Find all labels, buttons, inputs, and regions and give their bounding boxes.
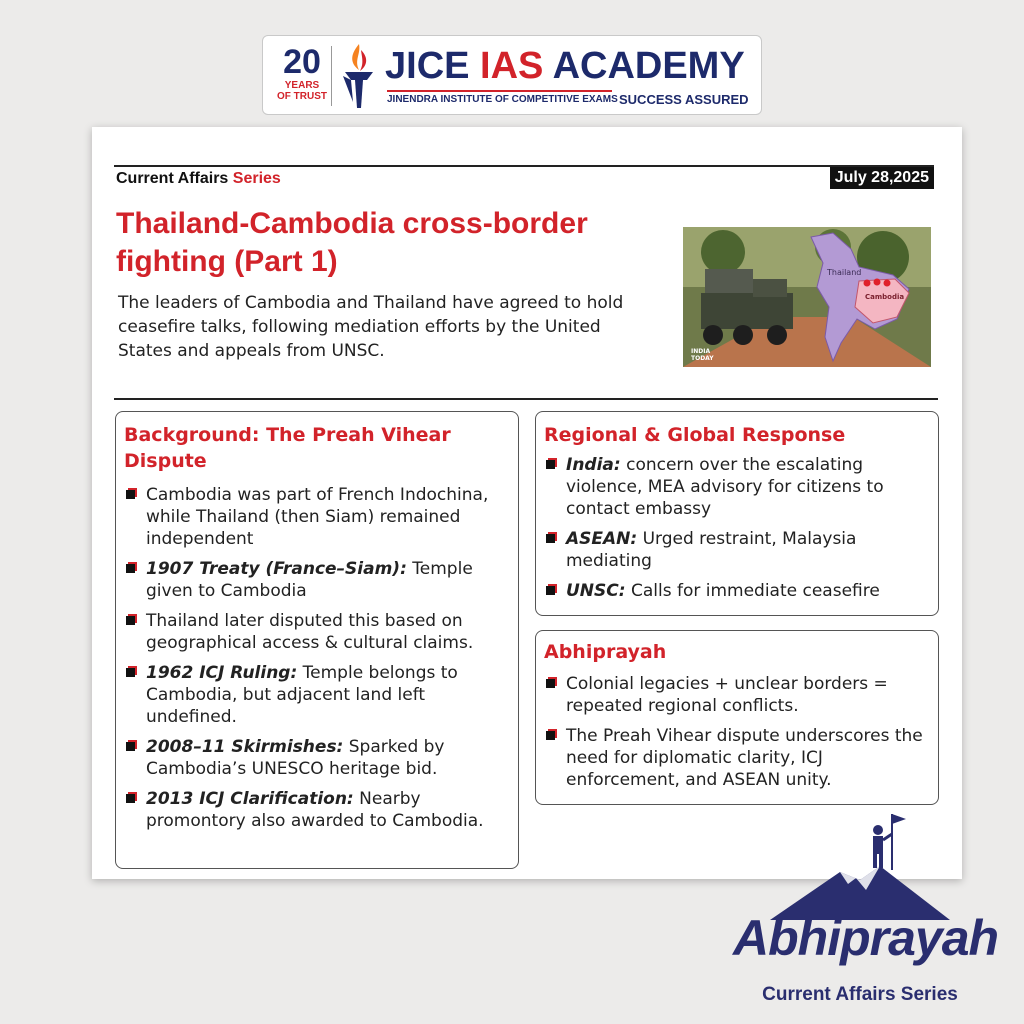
abhiprayah-list bbox=[544, 673, 930, 791]
rocket-launcher-map-image bbox=[683, 227, 931, 367]
footer-series-label: Current Affairs Series bbox=[762, 984, 958, 1005]
list-item bbox=[124, 484, 510, 550]
item-text: Colonial legacies + unclear borders = repeated regional conflicts. bbox=[566, 674, 888, 716]
bullet-icon bbox=[546, 586, 555, 595]
date-badge: July 28,2025 bbox=[830, 167, 934, 189]
bullet-icon bbox=[546, 534, 555, 543]
brand-academy: ACADEMY bbox=[552, 45, 745, 87]
watermark-line-1: INDIA bbox=[691, 348, 711, 355]
article-intro: The leaders of Cambodia and Thailand have agreed to hold ceasefire talks, following mediation efforts by the United States and appeals from UNSC. bbox=[118, 293, 624, 361]
abhiprayah-box bbox=[535, 630, 939, 805]
item-text: Sparked by Cambodia’s UNESCO heritage bid. bbox=[146, 737, 445, 779]
years-of-trust-badge bbox=[273, 44, 331, 102]
brand-ias: IAS bbox=[480, 45, 544, 87]
list-item bbox=[124, 610, 510, 654]
item-text: concern over the escalating violence, MEA advisory for citizens to contact embassy bbox=[566, 455, 884, 519]
abhiprayah-heading: Abhiprayah bbox=[544, 641, 667, 663]
item-text: The Preah Vihear dispute underscores the need for diplomatic clarity, ICJ enforcement, and ASEAN unity. bbox=[566, 726, 923, 790]
list-item bbox=[124, 558, 510, 602]
bullet-icon bbox=[546, 731, 555, 740]
item-bold-label: 2008–11 Skirmishes: bbox=[146, 737, 344, 757]
bullet-icon bbox=[546, 460, 555, 469]
item-bold-label: ASEAN: bbox=[566, 529, 638, 549]
brand-jice: JICE bbox=[385, 45, 470, 87]
background-list bbox=[124, 484, 510, 832]
item-bold-label: 1962 ICJ Ruling: bbox=[146, 663, 298, 683]
item-text: Temple belongs to Cambodia, but adjacent land left undefined. bbox=[146, 663, 458, 727]
subtitle-rule bbox=[387, 90, 612, 92]
mountain-climber-icon bbox=[730, 810, 990, 920]
item-text: Nearby promontory also awarded to Cambodia. bbox=[146, 789, 484, 831]
series-label bbox=[116, 170, 281, 188]
list-item bbox=[124, 736, 510, 780]
item-bold-label: India: bbox=[566, 455, 621, 475]
item-text: Temple given to Cambodia bbox=[146, 559, 473, 601]
article-card bbox=[92, 127, 962, 879]
background-box bbox=[115, 411, 519, 869]
item-bold-label: 1907 Treaty (France–Siam): bbox=[146, 559, 407, 579]
institute-subtitle: JINENDRA INSTITUTE OF COMPETITIVE EXAMS bbox=[387, 94, 618, 105]
map-label-thailand: Thailand bbox=[827, 268, 862, 277]
bullet-icon bbox=[126, 668, 135, 677]
abhiprayah-logo-text: Abhiprayah bbox=[733, 910, 999, 966]
list-item bbox=[544, 528, 930, 572]
bullet-icon bbox=[126, 490, 135, 499]
list-item bbox=[544, 673, 930, 717]
list-item bbox=[544, 725, 930, 791]
item-bold-label: UNSC: bbox=[566, 581, 626, 601]
years-number: 20 bbox=[283, 43, 321, 81]
response-list bbox=[544, 454, 930, 602]
series-bar bbox=[114, 165, 934, 187]
item-text: Thailand later disputed this based on geographical access & cultural claims. bbox=[146, 611, 474, 653]
of-trust-label: OF TRUST bbox=[277, 91, 327, 102]
bullet-icon bbox=[126, 564, 135, 573]
list-item bbox=[544, 580, 930, 602]
item-text: Calls for immediate ceasefire bbox=[625, 581, 880, 601]
response-box bbox=[535, 411, 939, 616]
item-text: Urged restraint, Malaysia mediating bbox=[566, 529, 857, 571]
article-title: Thailand-Cambodia cross-border fighting (Part 1) bbox=[116, 207, 588, 278]
academy-logo-banner bbox=[262, 35, 762, 115]
news-photo bbox=[683, 227, 931, 367]
series-label-main: Current Affairs bbox=[116, 170, 229, 187]
bullet-icon bbox=[126, 794, 135, 803]
bullet-icon bbox=[546, 679, 555, 688]
torch-icon bbox=[337, 40, 381, 112]
item-bold-label: 2013 ICJ Clarification: bbox=[146, 789, 354, 809]
list-item bbox=[124, 788, 510, 832]
bullet-icon bbox=[126, 742, 135, 751]
logo-divider bbox=[331, 46, 332, 106]
watermark-line-2: TODAY bbox=[691, 355, 714, 362]
years-label: YEARS bbox=[284, 80, 320, 91]
academy-name bbox=[385, 44, 745, 88]
section-divider bbox=[114, 398, 938, 400]
series-label-accent: Series bbox=[232, 170, 281, 187]
bullet-icon bbox=[126, 616, 135, 625]
background-heading: Background: The Preah Vihear Dispute bbox=[124, 424, 451, 472]
list-item bbox=[544, 454, 930, 520]
success-assured-tagline: SUCCESS ASSURED bbox=[619, 92, 749, 107]
item-text: Cambodia was part of French Indochina, while Thailand (then Siam) remained independent bbox=[146, 485, 489, 549]
list-item bbox=[124, 662, 510, 728]
response-heading: Regional & Global Response bbox=[544, 424, 846, 446]
map-label-cambodia: Cambodia bbox=[865, 293, 905, 301]
